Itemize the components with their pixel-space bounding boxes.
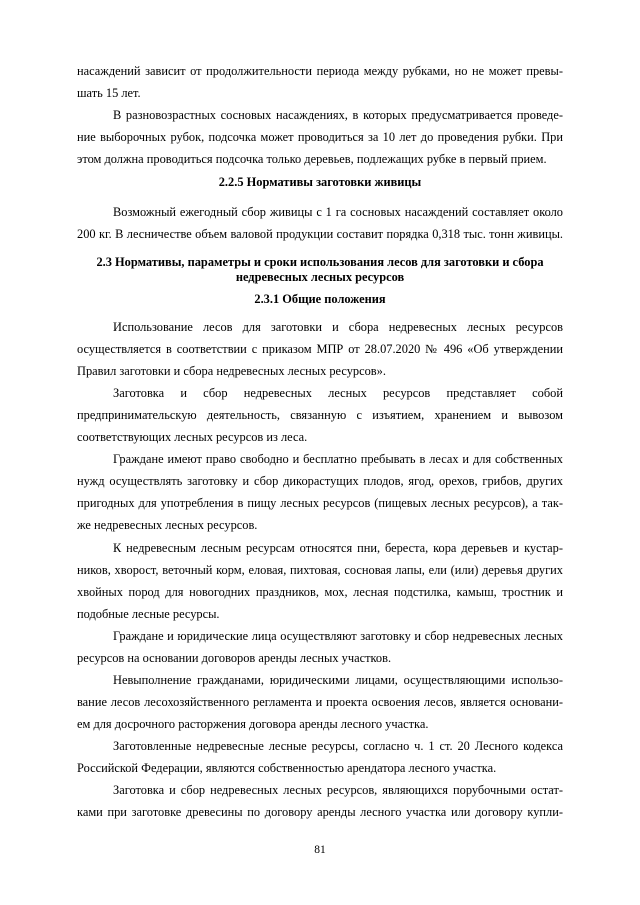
text-line: Заготовленные недревесные лесные ресурсы, согласно ч. 1 ст. 20 Лесного кодекса: [113, 739, 563, 753]
section-heading-2-3-cont: недревесных лесных ресурсов: [235, 270, 405, 284]
text-line: этом должна проводиться подсочка только деревьев, подлежащих рубке в первый прием.: [77, 152, 547, 166]
text-line: К недревесным лесным ресурсам относятся пни, береста, кора деревьев и кустар-: [113, 541, 563, 555]
text-line: 200 кг. В лесничестве объем валовой продукции составит порядка 0,318 тыс. тонн живицы.: [77, 227, 563, 241]
text-line: вание лесов лесохозяйственного регламента и проекта освоения лесов, является основани-: [77, 695, 563, 709]
section-heading-2-3-1: 2.3.1 Общие положения: [254, 292, 386, 306]
text-line: Возможный ежегодный сбор живицы с 1 га сосновых насаждений составляет около: [113, 205, 563, 219]
text-line: пригодных для употребления в пищу лесных ресурсов (пищевых лесных ресурсов), а так-: [77, 496, 563, 510]
text-line: ем для досрочного расторжения договора аренды лесного участка.: [77, 717, 429, 731]
text-line: шать 15 лет.: [77, 86, 141, 100]
text-line: хвойных пород для новогодних праздников, мох, лесная подстилка, камыш, тростник и: [77, 585, 563, 599]
text-line: осуществляется в соответствии с приказом МПР от 28.07.2020 № 496 «Об утверждении: [77, 342, 563, 356]
text-line: ние выборочных рубок, подсочка может проводиться за 10 лет до проведения рубки. При: [77, 130, 563, 144]
text-line: же недревесных лесных ресурсов.: [77, 518, 258, 532]
text-line: Заготовка и сбор недревесных лесных ресурсов представляет собой: [113, 386, 563, 400]
text-line: насаждений зависит от продолжительности периода между рубками, но не может превы-: [77, 64, 563, 78]
text-line: предпринимательскую деятельность, связанную с изъятием, хранением и вывозом: [77, 408, 563, 422]
text-line: ресурсов на основании договоров аренды лесных участков.: [77, 651, 392, 665]
text-line: подобные лесные ресурсы.: [77, 607, 220, 621]
text-line: Правил заготовки и сбора недревесных лесных ресурсов».: [77, 364, 386, 378]
text-line: Граждане имеют право свободно и бесплатно пребывать в лесах и для собственных: [113, 452, 563, 466]
text-line: нужд осуществлять заготовку и сбор дикорастущих плодов, ягод, орехов, грибов, других: [77, 474, 563, 488]
text-line: ников, хворост, веточный корм, еловая, пихтовая, сосновая лапы, ели (или) деревья других: [77, 563, 563, 577]
text-line: В разновозрастных сосновых насаждениях, в которых предусматривается проведе-: [113, 108, 563, 122]
text-line: Заготовка и сбор недревесных лесных ресурсов, являющихся порубочными остат-: [113, 783, 563, 797]
page-number: 81: [314, 844, 326, 856]
text-line: Использование лесов для заготовки и сбора недревесных лесных ресурсов: [113, 320, 563, 334]
text-line: Граждане и юридические лица осуществляют заготовку и сбор недревесных лесных: [113, 629, 563, 643]
section-heading-2-3: 2.3 Нормативы, параметры и сроки использования лесов для заготовки и сбора: [96, 255, 544, 269]
section-heading-2-2-5: 2.2.5 Нормативы заготовки живицы: [218, 175, 422, 189]
text-line: Невыполнение гражданами, юридическими лицами, осуществляющими использо-: [113, 673, 563, 687]
text-line: Российской Федерации, являются собственностью арендатора лесного участка.: [77, 761, 497, 775]
text-line: ками при заготовке древесины по договору аренды лесного участка или договору купли-: [77, 805, 563, 819]
text-line: соответствующих лесных ресурсов из леса.: [77, 430, 308, 444]
